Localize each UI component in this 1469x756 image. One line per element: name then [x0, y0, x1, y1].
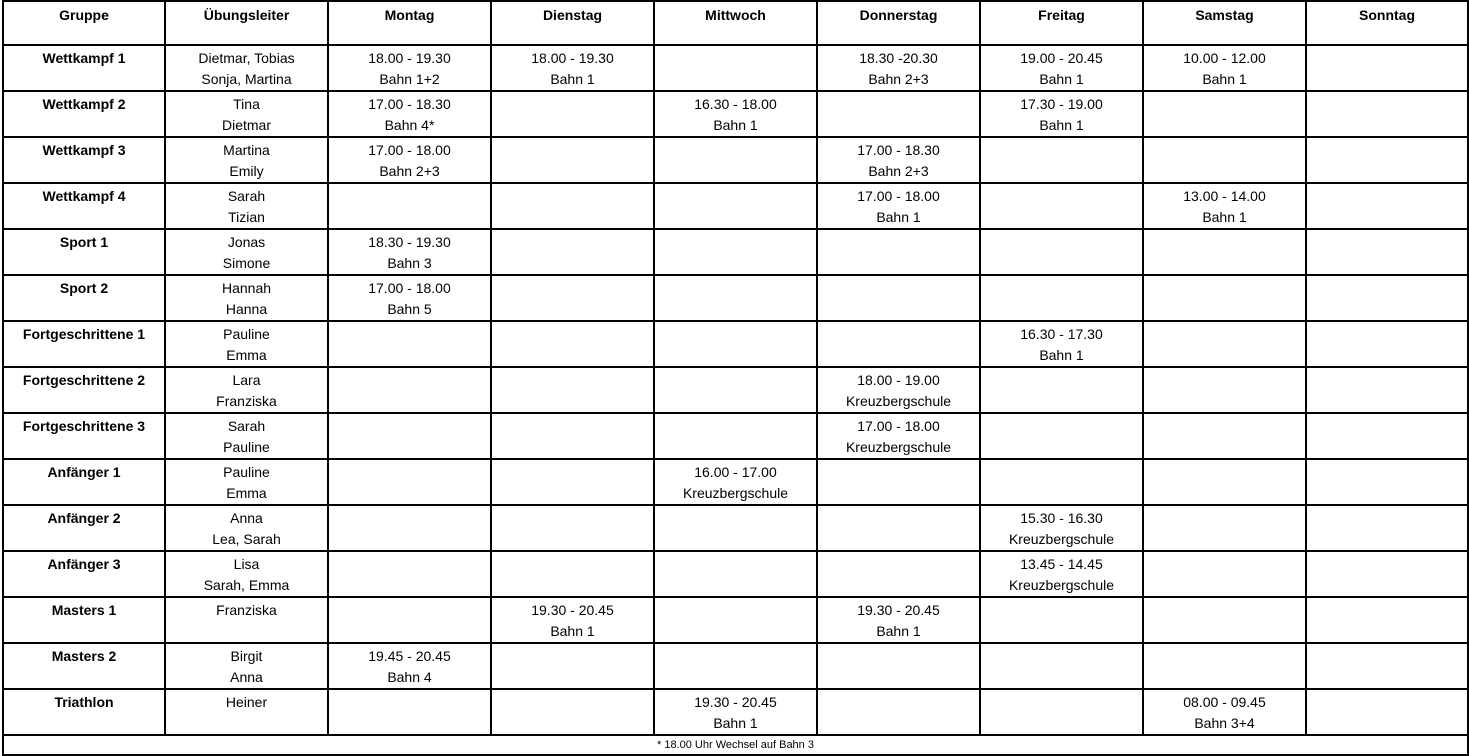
schedule-cell — [980, 183, 1143, 229]
location: Bahn 1 — [1039, 347, 1084, 363]
leader-name: Pauline — [223, 439, 270, 455]
header-donnerstag: Donnerstag — [817, 1, 980, 45]
leaders-cell — [165, 505, 328, 551]
location: Bahn 2+3 — [868, 71, 929, 87]
schedule-cell — [817, 229, 980, 275]
location: Bahn 1 — [876, 209, 921, 225]
table-row — [3, 597, 1468, 643]
schedule-cell — [654, 275, 817, 321]
schedule-cell — [328, 551, 491, 597]
leaders-cell — [165, 183, 328, 229]
schedule-cell — [817, 413, 980, 459]
schedule-cell — [980, 505, 1143, 551]
location: Kreuzbergschule — [1008, 531, 1115, 547]
schedule-cell — [1143, 275, 1306, 321]
schedule-cell — [817, 91, 980, 137]
time-slot: 19.00 - 20.45 — [1020, 50, 1103, 66]
table-row — [3, 413, 1468, 459]
group-cell: Wettkampf 3 — [3, 137, 165, 183]
location: Bahn 1 — [713, 117, 758, 133]
schedule-cell — [654, 45, 817, 91]
group-cell: Fortgeschrittene 2 — [3, 367, 165, 413]
schedule-cell — [654, 229, 817, 275]
leader-name: Franziska — [216, 393, 277, 409]
schedule-cell — [980, 413, 1143, 459]
table-row — [3, 643, 1468, 689]
schedule-cell — [1143, 551, 1306, 597]
leaders-cell — [165, 413, 328, 459]
header-row — [3, 1, 1468, 45]
schedule-cell — [328, 597, 491, 643]
location: Bahn 1 — [713, 715, 758, 731]
table-row — [3, 367, 1468, 413]
schedule-cell — [491, 137, 654, 183]
schedule-cell — [654, 643, 817, 689]
schedule-cell — [1306, 459, 1468, 505]
schedule-cell — [654, 321, 817, 367]
table-row — [3, 321, 1468, 367]
group-cell: Wettkampf 2 — [3, 91, 165, 137]
table-row — [3, 137, 1468, 183]
training-schedule-table — [2, 0, 1469, 756]
table-row — [3, 91, 1468, 137]
group-cell: Sport 1 — [3, 229, 165, 275]
schedule-cell — [654, 137, 817, 183]
schedule-cell — [491, 229, 654, 275]
leader-name: Sarah — [227, 418, 266, 434]
location: Bahn 1 — [1039, 117, 1084, 133]
location: Bahn 3+4 — [1194, 715, 1255, 731]
schedule-cell — [980, 275, 1143, 321]
location: Bahn 3 — [387, 255, 432, 271]
header-samstag: Samstag — [1143, 1, 1306, 45]
schedule-cell — [654, 183, 817, 229]
schedule-cell — [1143, 459, 1306, 505]
schedule-cell — [328, 643, 491, 689]
leaders-cell — [165, 551, 328, 597]
leader-name: Hannah — [221, 280, 272, 296]
time-slot: 13.45 - 14.45 — [1020, 556, 1103, 572]
schedule-cell — [491, 689, 654, 735]
schedule-cell — [1143, 689, 1306, 735]
leader-name: Heiner — [225, 694, 268, 710]
schedule-cell — [491, 367, 654, 413]
group-cell: Anfänger 3 — [3, 551, 165, 597]
schedule-cell — [817, 597, 980, 643]
time-slot: 18.30 - 19.30 — [368, 234, 451, 250]
location: Bahn 4* — [384, 117, 435, 133]
table-row — [3, 229, 1468, 275]
group-cell: Anfänger 2 — [3, 505, 165, 551]
schedule-cell — [1143, 229, 1306, 275]
leaders-cell — [165, 321, 328, 367]
table-row — [3, 551, 1468, 597]
schedule-cell — [328, 459, 491, 505]
schedule-cell — [1143, 505, 1306, 551]
group-cell: Wettkampf 4 — [3, 183, 165, 229]
schedule-cell — [1306, 183, 1468, 229]
time-slot: 10.00 - 12.00 — [1183, 50, 1266, 66]
location: Bahn 1+2 — [379, 71, 440, 87]
schedule-cell — [491, 597, 654, 643]
schedule-cell — [1306, 229, 1468, 275]
schedule-cell — [817, 459, 980, 505]
leader-name: Dietmar, Tobias — [198, 50, 295, 66]
time-slot: 13.00 - 14.00 — [1183, 188, 1266, 204]
leader-name: Jonas — [227, 234, 266, 250]
leader-name: Sarah, Emma — [203, 577, 290, 593]
group-cell: Wettkampf 1 — [3, 45, 165, 91]
schedule-cell — [1143, 597, 1306, 643]
schedule-cell — [980, 597, 1143, 643]
time-slot: 17.30 - 19.00 — [1020, 96, 1103, 112]
schedule-cell — [491, 505, 654, 551]
group-cell: Masters 1 — [3, 597, 165, 643]
schedule-cell — [328, 689, 491, 735]
table-row — [3, 459, 1468, 505]
leader-name: Lisa — [233, 556, 260, 572]
location: Bahn 1 — [1202, 209, 1247, 225]
schedule-cell — [1306, 597, 1468, 643]
schedule-cell — [1143, 137, 1306, 183]
footnote: * 18.00 Uhr Wechsel auf Bahn 3 — [3, 735, 1468, 755]
location: Kreuzbergschule — [845, 439, 952, 455]
leader-name: Dietmar — [221, 117, 271, 133]
schedule-cell — [491, 183, 654, 229]
schedule-cell — [1143, 643, 1306, 689]
schedule-cell — [328, 229, 491, 275]
schedule-cell — [980, 229, 1143, 275]
leader-name: Lea, Sarah — [212, 531, 281, 547]
time-slot: 15.30 - 16.30 — [1020, 510, 1103, 526]
schedule-cell — [1143, 183, 1306, 229]
schedule-cell — [1306, 275, 1468, 321]
schedule-cell — [980, 643, 1143, 689]
time-slot: 19.30 - 20.45 — [857, 602, 940, 618]
group-cell: Masters 2 — [3, 643, 165, 689]
schedule-cell — [1306, 367, 1468, 413]
leaders-cell — [165, 91, 328, 137]
schedule-cell — [491, 643, 654, 689]
time-slot: 17.00 - 18.30 — [368, 96, 451, 112]
group-cell: Sport 2 — [3, 275, 165, 321]
schedule-cell — [491, 91, 654, 137]
schedule-cell — [491, 459, 654, 505]
location: Bahn 1 — [876, 623, 921, 639]
leader-name: Lara — [232, 372, 261, 388]
schedule-cell — [980, 45, 1143, 91]
leader-name: Emma — [226, 485, 267, 501]
leader-name: Tizian — [228, 209, 265, 225]
schedule-cell — [1143, 45, 1306, 91]
time-slot: 17.00 - 18.00 — [857, 188, 940, 204]
location: Kreuzbergschule — [682, 485, 789, 501]
schedule-cell — [817, 367, 980, 413]
time-slot: 17.00 - 18.00 — [368, 142, 451, 158]
header-sonntag: Sonntag — [1306, 1, 1468, 45]
schedule-cell — [1306, 321, 1468, 367]
schedule-cell — [328, 45, 491, 91]
time-slot: 19.30 - 20.45 — [531, 602, 614, 618]
schedule-cell — [1306, 45, 1468, 91]
leader-name: Martina — [223, 142, 270, 158]
leaders-cell — [165, 137, 328, 183]
leader-name: Anna — [230, 669, 263, 685]
time-slot: 18.30 -20.30 — [859, 50, 938, 66]
footnote-row — [3, 735, 1468, 755]
leader-name: Sarah — [227, 188, 266, 204]
schedule-cell — [1143, 321, 1306, 367]
leader-name: Anna — [230, 510, 263, 526]
leaders-cell — [165, 689, 328, 735]
schedule-cell — [980, 91, 1143, 137]
schedule-cell — [491, 275, 654, 321]
header-montag: Montag — [328, 1, 491, 45]
schedule-cell — [980, 689, 1143, 735]
location: Kreuzbergschule — [845, 393, 952, 409]
location: Bahn 1 — [550, 623, 595, 639]
leader-name: Sonja, Martina — [201, 71, 292, 87]
schedule-cell — [328, 91, 491, 137]
table-row — [3, 505, 1468, 551]
schedule-cell — [817, 275, 980, 321]
schedule-cell — [654, 91, 817, 137]
schedule-cell — [980, 137, 1143, 183]
schedule-cell — [817, 643, 980, 689]
schedule-cell — [817, 137, 980, 183]
leader-name: Tina — [233, 96, 260, 112]
location: Bahn 1 — [1202, 71, 1247, 87]
schedule-cell — [328, 275, 491, 321]
schedule-cell — [1306, 91, 1468, 137]
leader-name: Hanna — [225, 301, 268, 317]
schedule-cell — [328, 183, 491, 229]
leaders-cell — [165, 275, 328, 321]
time-slot: 18.00 - 19.30 — [531, 50, 614, 66]
leaders-cell — [165, 597, 328, 643]
schedule-cell — [980, 551, 1143, 597]
leader-name: Franziska — [216, 602, 277, 618]
time-slot: 17.00 - 18.00 — [368, 280, 451, 296]
schedule-cell — [654, 597, 817, 643]
header-mittwoch: Mittwoch — [654, 1, 817, 45]
leaders-cell — [165, 643, 328, 689]
schedule-cell — [491, 413, 654, 459]
schedule-cell — [1306, 689, 1468, 735]
table-row — [3, 183, 1468, 229]
time-slot: 17.00 - 18.30 — [857, 142, 940, 158]
schedule-cell — [817, 321, 980, 367]
group-cell: Triathlon — [3, 689, 165, 735]
leader-name: Emily — [229, 163, 264, 179]
location: Bahn 2+3 — [379, 163, 440, 179]
leader-name: Emma — [226, 347, 267, 363]
schedule-cell — [817, 505, 980, 551]
table-row — [3, 275, 1468, 321]
header-gruppe: Gruppe — [3, 1, 165, 45]
table-row — [3, 45, 1468, 91]
group-cell: Anfänger 1 — [3, 459, 165, 505]
schedule-cell — [1143, 367, 1306, 413]
location: Bahn 1 — [1039, 71, 1084, 87]
schedule-cell — [654, 505, 817, 551]
schedule-cell — [1306, 643, 1468, 689]
leaders-cell — [165, 367, 328, 413]
schedule-cell — [980, 367, 1143, 413]
schedule-cell — [491, 551, 654, 597]
location: Bahn 1 — [550, 71, 595, 87]
header-uebungsleiter: Übungsleiter — [165, 1, 328, 45]
leaders-cell — [165, 45, 328, 91]
table-row — [3, 689, 1468, 735]
schedule-cell — [491, 321, 654, 367]
location: Kreuzbergschule — [1008, 577, 1115, 593]
schedule-cell — [1306, 505, 1468, 551]
schedule-cell — [654, 367, 817, 413]
leader-name: Pauline — [223, 326, 270, 342]
header-dienstag: Dienstag — [491, 1, 654, 45]
leaders-cell — [165, 459, 328, 505]
leader-name: Simone — [222, 255, 271, 271]
schedule-cell — [654, 413, 817, 459]
time-slot: 16.30 - 18.00 — [694, 96, 777, 112]
schedule-cell — [1306, 551, 1468, 597]
location: Bahn 4 — [387, 669, 432, 685]
time-slot: 08.00 - 09.45 — [1183, 694, 1266, 710]
location: Bahn 2+3 — [868, 163, 929, 179]
schedule-cell — [328, 137, 491, 183]
schedule-cell — [817, 689, 980, 735]
location: Bahn 5 — [387, 301, 432, 317]
time-slot: 19.45 - 20.45 — [368, 648, 451, 664]
schedule-cell — [328, 321, 491, 367]
time-slot: 19.30 - 20.45 — [694, 694, 777, 710]
time-slot: 16.00 - 17.00 — [694, 464, 777, 480]
time-slot: 16.30 - 17.30 — [1020, 326, 1103, 342]
header-freitag: Freitag — [980, 1, 1143, 45]
schedule-cell — [654, 551, 817, 597]
schedule-cell — [328, 505, 491, 551]
schedule-cell — [654, 459, 817, 505]
time-slot: 18.00 - 19.30 — [368, 50, 451, 66]
schedule-cell — [491, 45, 654, 91]
schedule-cell — [1143, 91, 1306, 137]
group-cell: Fortgeschrittene 3 — [3, 413, 165, 459]
leader-name: Birgit — [230, 648, 263, 664]
schedule-cell — [817, 45, 980, 91]
schedule-cell — [980, 321, 1143, 367]
group-cell: Fortgeschrittene 1 — [3, 321, 165, 367]
schedule-body — [3, 45, 1468, 735]
schedule-cell — [817, 183, 980, 229]
schedule-cell — [817, 551, 980, 597]
time-slot: 18.00 - 19.00 — [857, 372, 940, 388]
schedule-cell — [980, 459, 1143, 505]
schedule-cell — [1306, 137, 1468, 183]
time-slot: 17.00 - 18.00 — [857, 418, 940, 434]
schedule-cell — [654, 689, 817, 735]
schedule-cell — [1143, 413, 1306, 459]
leaders-cell — [165, 229, 328, 275]
schedule-cell — [328, 413, 491, 459]
schedule-cell — [328, 367, 491, 413]
leader-name: Pauline — [223, 464, 270, 480]
schedule-cell — [1306, 413, 1468, 459]
